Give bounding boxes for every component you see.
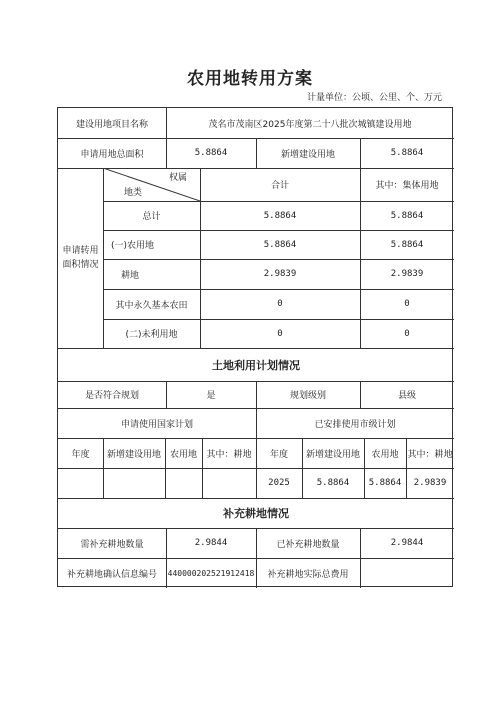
conversion-side-label bbox=[58, 168, 103, 348]
plan-col-year-national: 年度 bbox=[71, 449, 90, 460]
plan-val-new-city: 5.8864 bbox=[316, 478, 350, 488]
total-area-value: 5.8864 bbox=[194, 148, 228, 158]
row-total-total: 5.8864 bbox=[263, 210, 297, 221]
row-unused-total: 0 bbox=[277, 328, 283, 339]
plan-col-new-national: 新增建设用地 bbox=[106, 449, 161, 460]
land-conversion-table bbox=[57, 107, 453, 587]
cost-value bbox=[360, 558, 454, 588]
row-label-cultivated: 耕地 bbox=[121, 270, 140, 281]
header-collective: 其中：集体用地 bbox=[375, 181, 439, 191]
done-value: 2.9844 bbox=[390, 538, 424, 548]
page-title: 农用地转用方案 bbox=[187, 69, 313, 89]
plan-val-cult-city: 2.9839 bbox=[413, 478, 447, 488]
row-cultivated-total: 2.9839 bbox=[263, 269, 297, 279]
row-cultivated-collective: 2.9839 bbox=[390, 269, 424, 279]
done-label: 已补充耕地数量 bbox=[276, 539, 340, 550]
code-label: 补充耕地确认信息编号 bbox=[66, 569, 157, 580]
plan-col-cult-national: 其中：耕地 bbox=[206, 449, 252, 460]
project-name-label: 建设用地项目名称 bbox=[75, 119, 148, 130]
header-landtype: 地类 bbox=[123, 187, 142, 198]
row-farmland-collective: 5.8864 bbox=[390, 239, 424, 250]
city-plan-label: 已安排使用市级计划 bbox=[314, 419, 396, 430]
plan-level-value: 县级 bbox=[397, 391, 416, 401]
land-plan-heading: 土地利用计划情况 bbox=[212, 358, 300, 372]
plan-col-year-city: 年度 bbox=[269, 449, 288, 460]
plan-col-cult-city: 其中：耕地 bbox=[407, 449, 453, 460]
row-farmland-total: 5.8864 bbox=[263, 239, 297, 250]
plan-val-year-national bbox=[58, 468, 103, 498]
national-plan-label: 申请使用国家计划 bbox=[120, 419, 193, 430]
plan-val-cult-national bbox=[202, 468, 256, 498]
row-label-basic-farmland: 其中永久基本农田 bbox=[115, 300, 188, 311]
plan-val-farm-national bbox=[165, 468, 202, 498]
need-value: 2.9844 bbox=[194, 538, 228, 548]
plan-col-farm-city: 农用地 bbox=[371, 449, 399, 460]
unit-note: 计量单位：公顷、公里、个、万元 bbox=[306, 93, 442, 103]
conversion-side-text: 申请转用面积情况 bbox=[62, 246, 99, 270]
header-ownership: 权属 bbox=[168, 172, 187, 183]
supplement-heading: 补充耕地情况 bbox=[223, 507, 289, 520]
row-total-collective: 5.8864 bbox=[390, 210, 424, 221]
cost-label: 补充耕地实际总费用 bbox=[267, 569, 349, 580]
need-label: 需补充耕地数量 bbox=[80, 539, 144, 550]
header-total: 合计 bbox=[270, 181, 289, 191]
plan-col-farm-national: 农用地 bbox=[169, 449, 197, 460]
plan-val-new-national bbox=[103, 468, 165, 498]
plan-val-year-city: 2025 bbox=[268, 478, 290, 488]
row-label-farmland: (一)农用地 bbox=[111, 241, 155, 251]
code-value: 440000202521912418 bbox=[167, 568, 255, 578]
row-label-unused: (二)未利用地 bbox=[125, 330, 178, 340]
row-label-total: 总计 bbox=[142, 212, 161, 222]
row-basic-farmland-collective: 0 bbox=[404, 299, 410, 309]
plan-col-new-city: 新增建设用地 bbox=[305, 449, 360, 460]
plan-level-label: 规划级别 bbox=[289, 391, 326, 401]
project-name-value: 茂名市茂南区2025年度第二十八批次城镇建设用地 bbox=[208, 119, 412, 130]
new-construction-label: 新增建设用地 bbox=[280, 149, 335, 160]
conform-label: 是否符合规划 bbox=[84, 391, 139, 401]
conform-value: 是 bbox=[206, 391, 216, 401]
total-area-label: 申请用地总面积 bbox=[80, 149, 144, 160]
row-unused-collective: 0 bbox=[404, 328, 410, 339]
new-construction-value: 5.8864 bbox=[390, 148, 424, 158]
row-basic-farmland-total: 0 bbox=[277, 299, 283, 309]
plan-val-farm-city: 5.8864 bbox=[368, 478, 402, 488]
